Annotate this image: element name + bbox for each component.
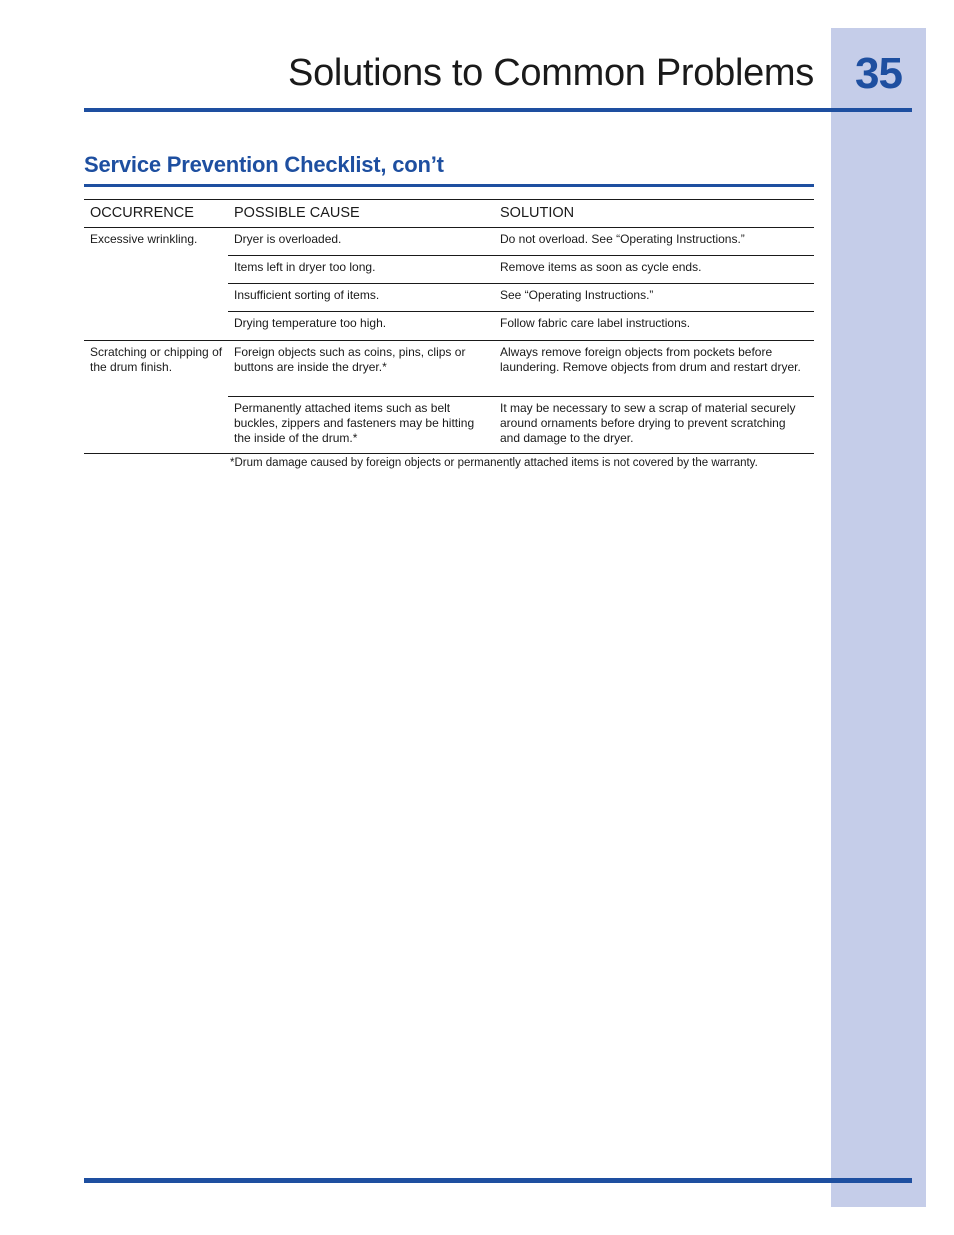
- table-group-scratching: [84, 341, 814, 454]
- table-row: [228, 228, 814, 256]
- table-footnote: *Drum damage caused by foreign objects or permanently attached items is not covered by the warranty.: [230, 457, 758, 469]
- section-title: Service Prevention Checklist, con’t: [84, 152, 444, 177]
- table-row: [228, 256, 814, 284]
- table-group-wrinkling: [84, 228, 814, 341]
- cause-cell: Dryer is overloaded.: [234, 232, 342, 246]
- solution-cell: Always remove foreign objects from pockets before laundering. Remove objects from drum and restart dryer.: [500, 345, 801, 374]
- solution-cell: Follow fabric care label instructions.: [500, 316, 691, 330]
- column-header-occurrence: OCCURRENCE: [90, 205, 194, 221]
- table-header: [84, 200, 814, 228]
- solution-cell: Remove items as soon as cycle ends.: [500, 260, 702, 274]
- cause-cell: Insufficient sorting of items.: [234, 288, 380, 302]
- solution-cell: Do not overload. See “Operating Instructions.”: [500, 232, 745, 246]
- cause-cell: Foreign objects such as coins, pins, clips or buttons are inside the dryer.*: [234, 345, 466, 374]
- page-title: Solutions to Common Problems: [288, 52, 814, 94]
- column-header-solution: SOLUTION: [500, 205, 575, 221]
- table-row: [228, 312, 814, 340]
- solution-cell: See “Operating Instructions.”: [500, 288, 654, 302]
- cause-cell: Drying temperature too high.: [234, 316, 387, 330]
- side-tab: [831, 28, 926, 1207]
- column-header-possible-cause: POSSIBLE CAUSE: [234, 205, 360, 221]
- table-row: [228, 341, 814, 397]
- page-number: 35: [855, 49, 902, 98]
- header-rule: [84, 108, 912, 112]
- section-rule: [84, 184, 814, 187]
- solution-cell: It may be necessary to sew a scrap of material securely around ornaments before drying to prevent scratching and damage to the dryer.: [500, 401, 796, 445]
- cause-cell: Permanently attached items such as belt buckles, zippers and fasteners may be hitting the inside of the drum.*: [234, 401, 475, 445]
- table-row: [228, 284, 814, 312]
- occurrence-cell: Scratching or chipping of the drum finish.: [90, 345, 223, 374]
- cause-cell: Items left in dryer too long.: [234, 260, 376, 274]
- table-row: [228, 397, 814, 453]
- checklist-table: [84, 199, 814, 454]
- footer-rule: [84, 1178, 912, 1183]
- occurrence-cell: Excessive wrinkling.: [90, 232, 198, 246]
